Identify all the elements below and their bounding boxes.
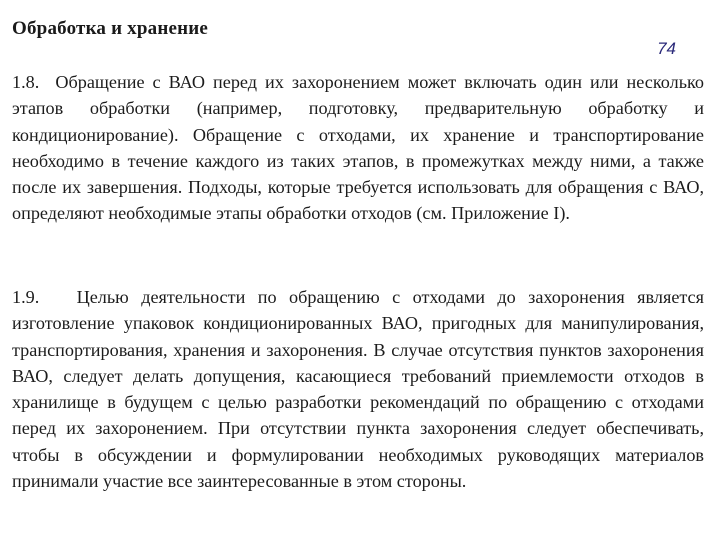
paragraph-1-8 [12,69,704,227]
paragraph-number: 1.9. [12,287,40,307]
page-number: 74 [657,39,676,58]
paragraph-text: Обращение с ВАО перед их захоронением может включать один или несколько этапов обработки (например, подготовку, предварительную обработку и кондиционирование). Обращение с отходами, их хранение и транспортирование необходимо в течение каждого из таких этапов, в промежутках между ними, а также после их завершения. Подходы, которые требуется использовать для обращения с ВАО, определяют необходимые этапы обработки отходов (см. Приложение I). [12,72,704,224]
section-heading: Обработка и хранение [12,18,209,39]
paragraph-text: Целью деятельности по обращению с отходами до захоронения является изготовление упаковок кондиционированных ВАО, пригодных для манипулирования, транспортирования, хранения и захоронения. В случае отсутствия пунктов захоронения ВАО, следует делать допущения, касающиеся требований приемлемости отходов в хранилище в будущем с целью разработки рекомендаций по обращению с отходами перед их захоронением. При отсутствии пункта захоронения следует обеспечивать, чтобы в обсуждении и формулировании необходимых руководящих материалов принимали участие все заинтересованные в этом стороны. [12,287,704,492]
paragraph-1-9 [12,284,704,494]
paragraph-number: 1.8. [12,72,40,92]
